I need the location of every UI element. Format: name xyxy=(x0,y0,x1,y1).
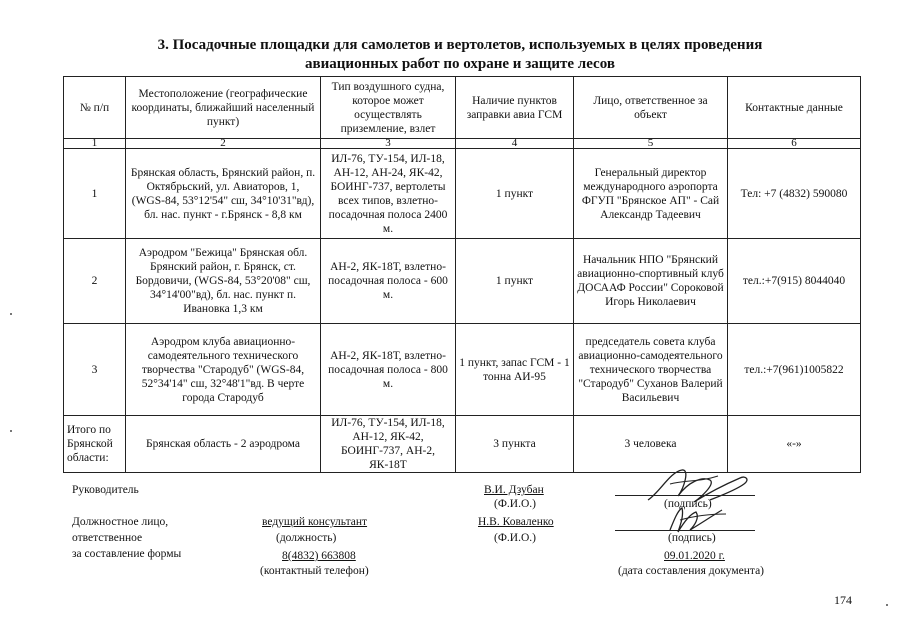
table-header-row xyxy=(64,77,861,139)
official-label-line-2: ответственное xyxy=(72,532,143,544)
head-signature-caption: (подпись) xyxy=(664,498,712,510)
fuel-cell: 1 пункт xyxy=(456,239,574,324)
header-cell: Местоположение (географические координаты, ближайший населенный пункт) xyxy=(126,77,321,139)
row-number: 2 xyxy=(64,239,126,324)
fuel-cell: 1 пункт, запас ГСМ - 1 тонна АИ-95 xyxy=(456,324,574,416)
column-number: 2 xyxy=(126,139,321,149)
title-line-1: 3. Посадочные площадки для самолетов и вертолетов, используемых в целях проведения xyxy=(157,37,763,53)
total-contact: «-» xyxy=(728,416,861,473)
header-cell: Лицо, ответственное за объект xyxy=(574,77,728,139)
scan-speck xyxy=(886,604,888,606)
table-row xyxy=(64,324,861,416)
header-cell: Тип воздушного судна, которое может осуществлять приземление, взлет xyxy=(321,77,456,139)
responsible-cell: Начальник НПО "Брянский авиационно-спортивный клуб ДОСААФ России" Сороковой Игорь Николаевич xyxy=(574,239,728,324)
row-number: 3 xyxy=(64,324,126,416)
total-responsible: 3 человека xyxy=(574,416,728,473)
total-label: Итого по Брянской области: xyxy=(64,416,126,473)
table-row xyxy=(64,149,861,239)
official-name: Н.В. Коваленко xyxy=(478,516,554,528)
document-date: 09.01.2020 г. xyxy=(664,550,725,562)
contact-cell: тел.:+7(915) 8044040 xyxy=(728,239,861,324)
aircraft-cell: ИЛ-76, ТУ-154, ИЛ-18, АН-12, АН-24, ЯК-42, БОИНГ-737, вертолеты всех типов, взлетно-посадочная полоса 2400 м. xyxy=(321,149,456,239)
column-number: 6 xyxy=(728,139,861,149)
column-number: 1 xyxy=(64,139,126,149)
responsible-cell: председатель совета клуба авиационно-самодеятельного технического творчества "Стародуб" Суханов Валерий Васильевич xyxy=(574,324,728,416)
column-number: 3 xyxy=(321,139,456,149)
head-label: Руководитель xyxy=(72,484,139,496)
date-caption: (дата составления документа) xyxy=(618,565,765,577)
row-number: 1 xyxy=(64,149,126,239)
contact-phone: 8(4832) 663808 xyxy=(282,550,356,562)
official-signature-caption: (подпись) xyxy=(668,532,716,544)
column-number: 4 xyxy=(456,139,574,149)
column-number: 5 xyxy=(574,139,728,149)
total-aircraft: ИЛ-76, ТУ-154, ИЛ-18, АН-12, ЯК-42, БОИНГ-737, АН-2, ЯК-18Т xyxy=(321,416,456,473)
total-location: Брянская область - 2 аэродрома xyxy=(126,416,321,473)
official-handwritten-signature-icon xyxy=(660,502,740,538)
head-fio-caption: (Ф.И.О.) xyxy=(494,498,536,510)
location-cell: Брянская область, Брянский район, п. Октябрьский, ул. Авиаторов, 1, (WGS-84, 53°12'54" сш, 34°10'31"вд), бл. нас. пункт - г.Брянск - 8,8 км xyxy=(126,149,321,239)
official-label-line-1: Должностное лицо, xyxy=(72,516,169,528)
official-fio-caption: (Ф.И.О.) xyxy=(494,532,536,544)
official-label-line-3: за составление формы xyxy=(72,548,182,560)
scan-speck xyxy=(10,430,12,432)
phone-caption: (контактный телефон) xyxy=(260,565,369,577)
column-number-row xyxy=(64,139,861,149)
location-cell: Аэродром "Бежица" Брянская обл. Брянский район, г. Брянск, ст. Бордовичи, (WGS-84, 53°20'08" сш, 34°14'00"вд), бл. нас. пункт п. Ивановка 1,3 км xyxy=(126,239,321,324)
fuel-cell: 1 пункт xyxy=(456,149,574,239)
page-number: 174 xyxy=(834,593,852,607)
official-position: ведущий консультант xyxy=(262,516,368,528)
landing-sites-table xyxy=(63,76,861,473)
total-fuel: 3 пункта xyxy=(456,416,574,473)
aircraft-cell: АН-2, ЯК-18Т, взлетно-посадочная полоса - 800 м. xyxy=(321,324,456,416)
location-cell: Аэродром клуба авиационно-самодеятельного технического творчества "Стародуб" (WGS-84, 52°34'14" сш, 32°48'1"вд. В черте города Стародуб xyxy=(126,324,321,416)
scan-speck xyxy=(10,313,12,315)
header-cell: Наличие пунктов заправки авиа ГСМ xyxy=(456,77,574,139)
header-cell: Контактные данные xyxy=(728,77,861,139)
aircraft-cell: АН-2, ЯК-18Т, взлетно-посадочная полоса - 600 м. xyxy=(321,239,456,324)
head-name: В.И. Дзубан xyxy=(484,484,544,496)
contact-cell: тел.:+7(961)1005822 xyxy=(728,324,861,416)
page-title xyxy=(60,36,860,74)
header-cell: № п/п xyxy=(64,77,126,139)
table-row xyxy=(64,239,861,324)
title-line-2: авиационных работ по охране и защите лесов xyxy=(305,56,615,72)
responsible-cell: Генеральный директор международного аэропорта ФГУП "Брянское АП" - Сай Александр Тадеевич xyxy=(574,149,728,239)
contact-cell: Тел: +7 (4832) 590080 xyxy=(728,149,861,239)
position-caption: (должность) xyxy=(276,532,337,544)
